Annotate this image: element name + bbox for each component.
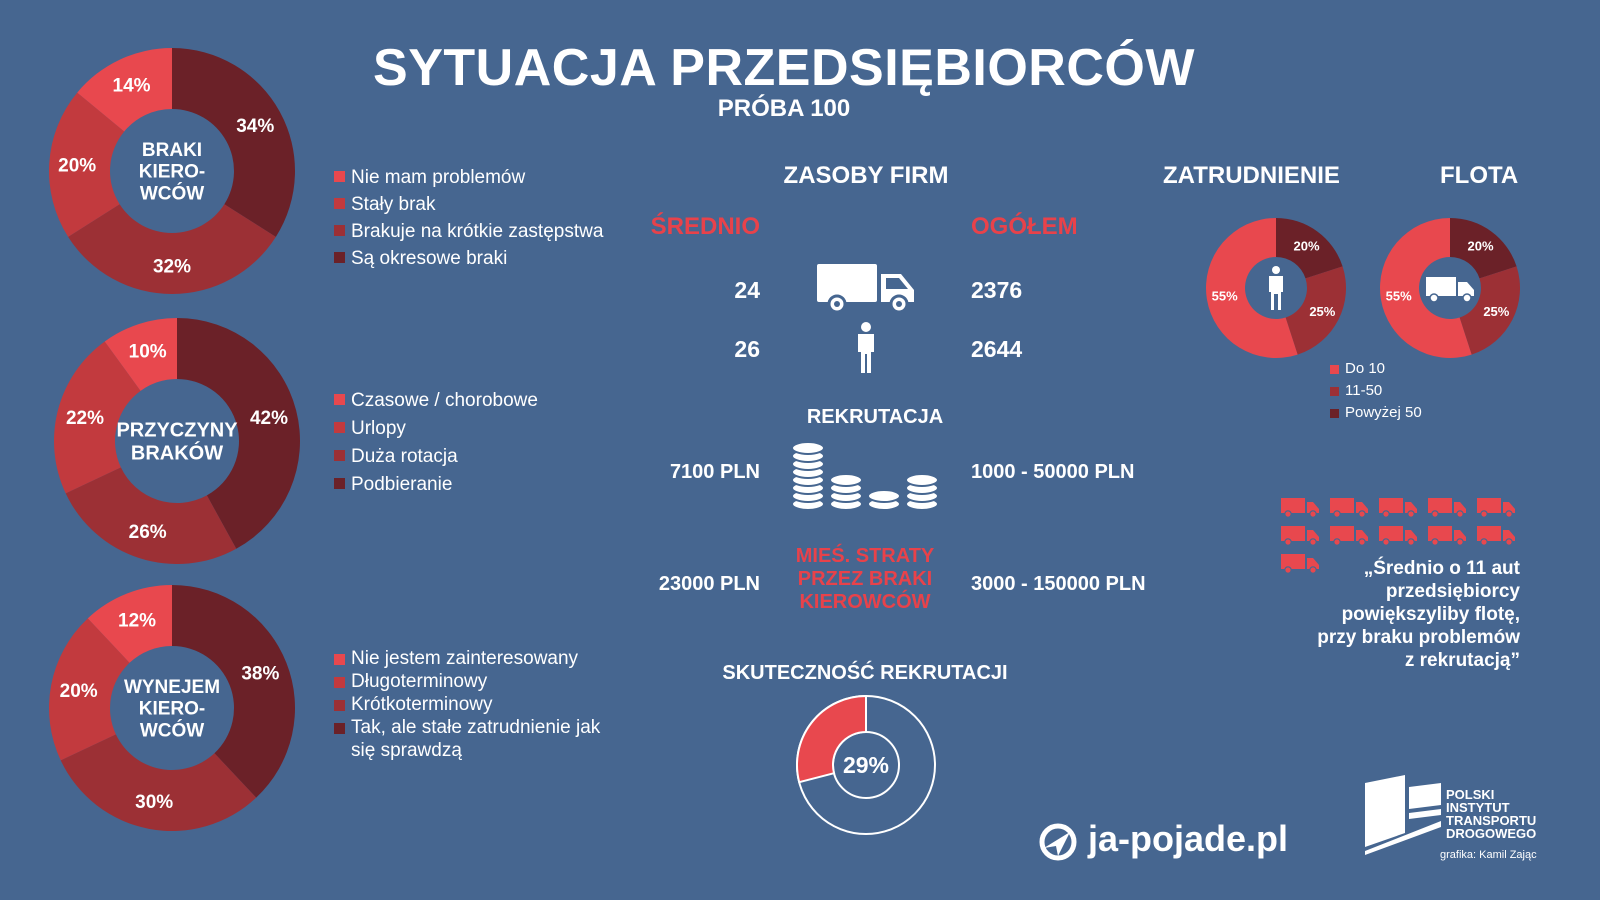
legend-label: Stały brak [351,194,436,215]
ja-pojade-logo-text: ja-pojade.pl [1088,818,1289,859]
donut-center-title: WCÓW [139,720,205,742]
slice-label: 55% [1385,288,1412,304]
legend-swatch [1330,387,1339,396]
right-legend [1330,358,1422,424]
slice-label: 25% [1483,304,1510,320]
coin-stack [868,490,900,510]
legend-swatch [1330,409,1339,418]
legend-swatch [1330,365,1339,374]
legend-label: Krótkoterminowy [351,694,493,715]
skutecznosc-donut-chart [794,693,938,837]
legend-swatch [334,225,345,236]
slice-label: 20% [58,155,97,177]
slice-label: 10% [128,341,167,363]
straty-title-line: KIEROWCÓW [799,591,931,613]
wynajem-legend [334,647,624,762]
legend-label: Są okresowe braki [351,248,508,269]
legend-item [334,670,624,693]
fleet-truck-icon [1378,525,1418,547]
legend-swatch [334,171,345,182]
straty-title [770,545,960,614]
legend-label: 11-50 [1345,382,1383,399]
legend-swatch [334,478,345,489]
legend-item [334,471,538,499]
person-avg-value: 26 [734,336,760,362]
person-icon [855,322,877,374]
slice-label: 55% [1211,288,1238,304]
coins-icon [788,432,942,512]
legend-label: Podbieranie [351,474,453,495]
legend-item [1330,380,1422,402]
legend-swatch [334,700,345,711]
donut-center-title: PRZYCZYNY [116,419,238,442]
legend-label: Nie mam problemów [351,167,526,188]
straty-avg-value: 23000 PLN [658,573,760,595]
legend-item [334,647,624,670]
braki-legend [334,164,603,272]
rekrutacja-range-value: 1000 - 50000 PLN [971,461,1135,483]
person-total-value: 2644 [971,336,1023,362]
legend-label: Powyżej 50 [1345,404,1422,421]
slice-label: 22% [65,408,105,430]
coin-stack [792,442,824,510]
legend-item [334,245,603,272]
srednio-header: ŚREDNIO [650,213,760,240]
legend-item [1330,358,1422,380]
slice-label: 25% [1309,304,1336,320]
donut-center-title: WCÓW [139,183,205,205]
truck-avg-value: 24 [734,277,760,303]
slice-label: 26% [128,522,167,544]
donut-center-title: BRAKI [141,139,203,161]
zatrudnienie-donut-chart [1204,216,1348,360]
slice-label: 34% [236,115,275,137]
legend-label: Do 10 [1345,360,1386,377]
fleet-truck-icon [1427,525,1467,547]
fleet-truck-icon [1280,525,1320,547]
slice-label: 14% [112,75,151,97]
ogolem-header: OGÓŁEM [971,213,1078,240]
legend-swatch [334,450,345,461]
legend-label: Brakuje na krótkie zastępstwa [351,221,604,242]
zatrudnienie-title: ZATRUDNIENIE [1163,162,1340,189]
legend-label: Tak, ale stałe zatrudnienie jak się sprawdzą [351,717,601,761]
legend-swatch [334,198,345,209]
straty-title-line: MIEŚ. STRATY [795,545,935,567]
flota-donut-chart [1378,216,1522,360]
fleet-truck-icon [1329,525,1369,547]
legend-swatch [334,677,345,688]
page-title: SYTUACJA PRZEDSIĘBIORCÓW [373,39,1195,97]
legend-item [334,443,538,471]
skutecznosc-title: SKUTECZNOŚĆ REKRUTACJI [722,662,1008,684]
truck-total-value: 2376 [971,277,1023,303]
legend-label: Czasowe / chorobowe [351,390,538,411]
donut-center-title: BRAKÓW [130,442,224,465]
legend-swatch [334,422,345,433]
straty-title-line: PRZEZ BRAKI [797,568,933,590]
person-icon [1269,266,1283,310]
donut-center-title: WYNEJEM [123,676,221,698]
legend-item [334,415,538,443]
truck-icon [815,262,917,314]
legend-item [334,387,538,415]
coin-stack [830,474,862,510]
straty-range-value: 3000 - 150000 PLN [971,573,1146,595]
wynajem-donut-chart [40,578,310,848]
legend-label: Duża rotacja [351,446,458,467]
flota-title: FLOTA [1440,162,1519,189]
legend-swatch [334,394,345,405]
braki-donut-chart [40,40,310,310]
legend-item [334,693,624,716]
rekrutacja-avg-value: 7100 PLN [669,461,760,483]
donut-slice [66,467,237,564]
coin-stack [906,474,938,510]
legend-item [334,164,603,191]
legend-label: Urlopy [351,418,406,439]
slice-label: 42% [249,408,289,430]
quote-text: „Średnio o 11 aut przedsiębiorcy powiększyliby flotę, przy braku problemów z rekrutacją” [1317,558,1520,671]
fleet-truck-icon [1280,497,1320,519]
ja-pojade-logo-icon [1038,822,1078,862]
legend-label: Długoterminowy [351,671,488,692]
fleet-truck-icon [1476,525,1516,547]
slice-label: 30% [135,791,174,813]
slice-label: 32% [152,256,192,278]
rekrutacja-title: REKRUTACJA [806,406,944,428]
fleet-truck-icon [1329,497,1369,519]
slice-label: 38% [241,663,280,685]
page-subtitle: PRÓBA 100 [717,95,851,122]
legend-item [334,191,603,218]
legend-item [1330,402,1422,424]
pitd-logo-icon [1365,775,1441,855]
truck-icon [1426,277,1474,302]
slice-label: 12% [118,610,157,632]
donut-center-title: KIERO- [138,161,206,183]
slice-label: 20% [59,680,98,702]
donut-center-value: 29% [842,752,890,778]
legend-swatch [334,654,345,665]
fleet-truck-icon [1427,497,1467,519]
legend-swatch [334,723,345,734]
slice-label: 20% [1467,238,1494,254]
fleet-truck-icon [1476,497,1516,519]
przyczyny-donut-chart [45,310,315,580]
donut-slice [68,204,276,294]
donut-center-title: KIERO- [138,698,206,720]
legend-item [334,716,624,762]
fleet-truck-icon [1378,497,1418,519]
graphic-credit: grafika: Kamil Zając [1440,849,1537,861]
slice-label: 20% [1293,238,1320,254]
legend-swatch [334,252,345,263]
legend-item [334,218,603,245]
legend-label: Nie jestem zainteresowany [351,648,579,669]
przyczyny-legend [334,387,538,499]
pitd-logo-text: POLSKI INSTYTUT TRANSPORTU DROGOWEGO [1446,787,1537,841]
zasoby-title: ZASOBY FIRM [783,162,949,189]
